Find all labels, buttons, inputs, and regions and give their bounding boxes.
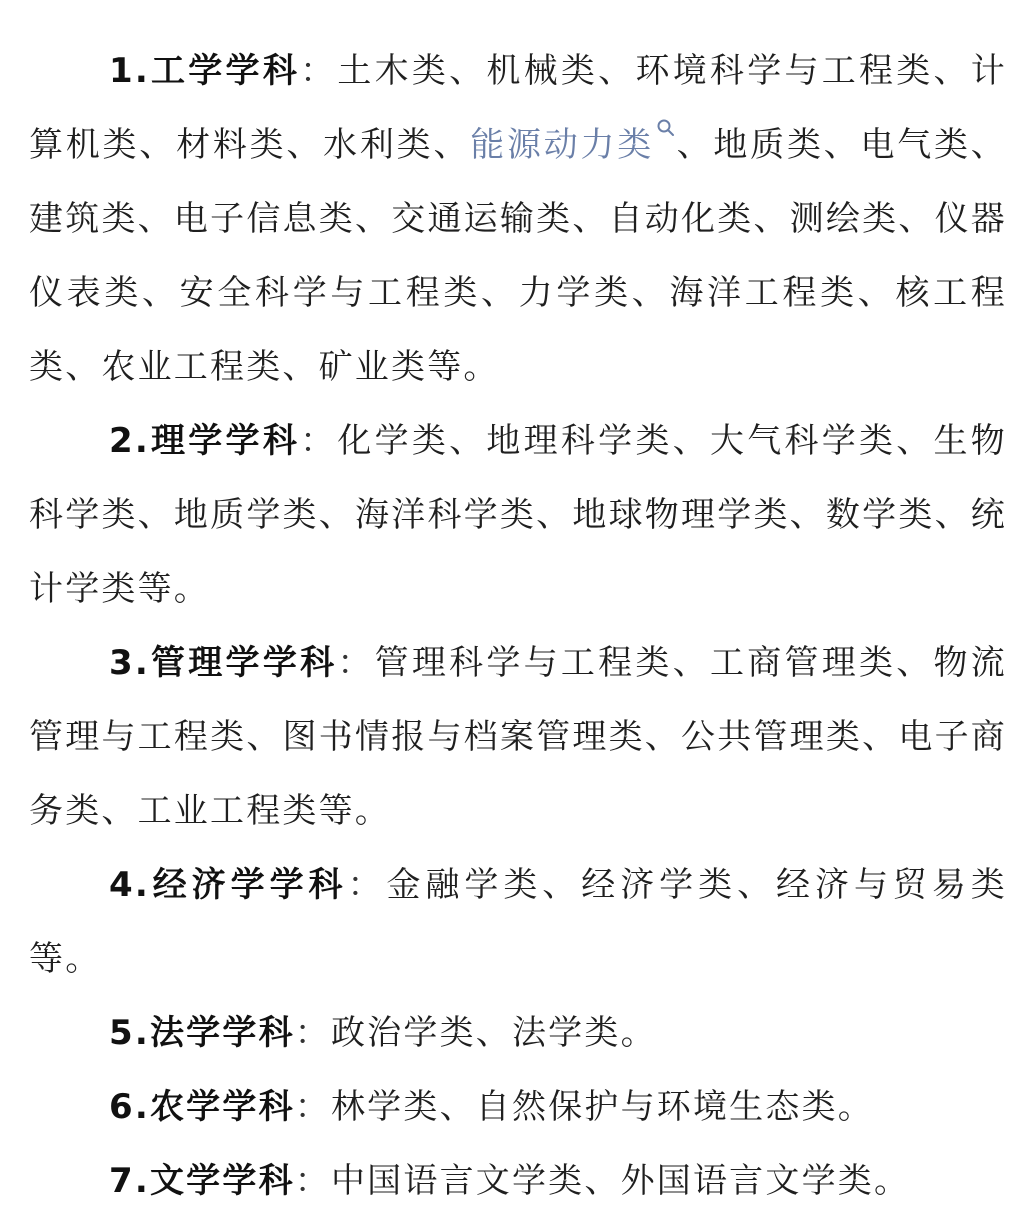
search-icon[interactable]	[656, 118, 676, 138]
paragraph-text: 化学类、地理科学类、大气科学类、生物科学类、地质学类、海洋科学类、地球物理学类、数学类、统计学类等。	[29, 421, 1007, 609]
heading-science: 2.理学学科	[109, 421, 301, 461]
paragraph-text: 、地质类、电气类、建筑类、电子信息类、交通运输类、自动化类、测绘类、仪器仪表类、安全科学与工程类、力学类、海洋工程类、核工程类、农业工程类、矿业类等。	[29, 125, 1007, 387]
paragraph-text: 金融学类、经济学类、经济与贸易类等。	[29, 865, 1008, 979]
colon: ：	[294, 1087, 331, 1127]
heading-engineering: 1.工学学科	[109, 51, 301, 91]
paragraph-text: 管理科学与工程类、工商管理类、物流管理与工程类、图书情报与档案管理类、公共管理类、电子商务类、工业工程类等。	[29, 643, 1007, 831]
heading-management: 3.管理学学科	[109, 643, 338, 683]
heading-economics: 4.经济学学科	[109, 865, 348, 905]
colon: ：	[347, 865, 387, 905]
paragraph-law	[29, 996, 1007, 1070]
heading-law: 5.法学学科	[109, 1013, 295, 1053]
paragraph-literature	[29, 1144, 1007, 1218]
paragraph-economics	[29, 848, 1007, 996]
paragraph-engineering	[29, 34, 1007, 404]
paragraph-agriculture	[29, 1070, 1007, 1144]
article-body	[29, 34, 1007, 1218]
paragraph-science	[29, 404, 1007, 626]
colon: ：	[294, 1013, 331, 1053]
energy-power-link[interactable]: 能源动力类	[470, 125, 655, 165]
colon: ：	[300, 51, 338, 91]
paragraph-text: 中国语言文学类、外国语言文学类。	[330, 1161, 911, 1201]
colon: ：	[294, 1161, 331, 1201]
colon: ：	[337, 643, 375, 683]
paragraph-text: 林学类、自然保护与环境生态类。	[330, 1087, 874, 1127]
paragraph-management	[29, 626, 1007, 848]
colon: ：	[300, 421, 338, 461]
heading-literature: 7.文学学科	[109, 1161, 295, 1201]
heading-agriculture: 6.农学学科	[109, 1087, 295, 1127]
paragraph-text: 土木类、机械类、环境科学与工程类、计算机类、材料类、水利类、	[29, 51, 1007, 165]
paragraph-text: 政治学类、法学类。	[330, 1013, 657, 1053]
